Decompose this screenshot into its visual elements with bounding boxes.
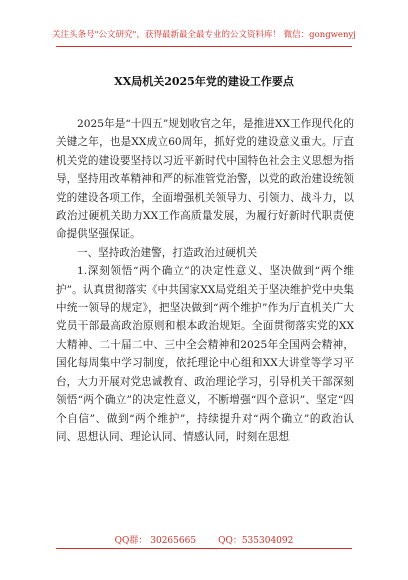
- header-ad-text: 关注头条号"公文研究"，获得最新最全最专业的公文资料库！ 微信：gongwenyj: [52, 30, 356, 40]
- document-title: XX局机关2025年党的建设工作要点: [114, 75, 294, 88]
- footer-divider: [56, 548, 352, 549]
- intro-paragraph: 2025年是“十四五”规划收官之年，是推进XX工作现代化的关键之年，也是XX成立60周年，抓好党的建设意义重大。厅直机关党的建设要坚持以习近平新时代中国特色社会主义思想为指导，坚持用改革精神和严的标准管党治警，以党的政治建设统领党的建设各项工作，全面增强机关领导力、引领力、战斗力，以政治过硬机关助力XX工作高质量发展，为履行好新时代职责使命提供坚强保证。: [56, 118, 354, 241]
- footer-qq-group: QQ群： 30265665: [114, 536, 197, 546]
- header-divider: [56, 46, 352, 47]
- footer-contact: [0, 533, 408, 546]
- section-heading: 一、坚持政治建警，打造政治过硬机关: [77, 246, 258, 259]
- footer-qq-number: QQ：535304092: [218, 536, 294, 546]
- document-body: [56, 115, 354, 446]
- body-paragraph: 1.深刻领悟“两个确立”的决定性意义、坚决做到“两个维护”。认真贯彻落实《中共国家XX局党组关于坚决维护党中央集中统一领导的规定》，把坚决做到“两个维护”作为厅直机关广大党员干部最高政治原则和根本政治规矩。全面贯彻落实党的XX大精神、二十届二中、三中全会精神和2025年全国两会精神，国化每周集中学习制度，依托理论中心组和XX大讲堂等学习平台，大力开展对党忠诚教育、政治理论学习，引导机关干部深刻领悟“两个确立”的决定性意义，不断增强“四个意识”、坚定“四个自信”、做到“两个维护”，持续提升对“两个确立”的政治认同、思想认同、理论认同、情感认同，时刻在思想: [56, 265, 354, 443]
